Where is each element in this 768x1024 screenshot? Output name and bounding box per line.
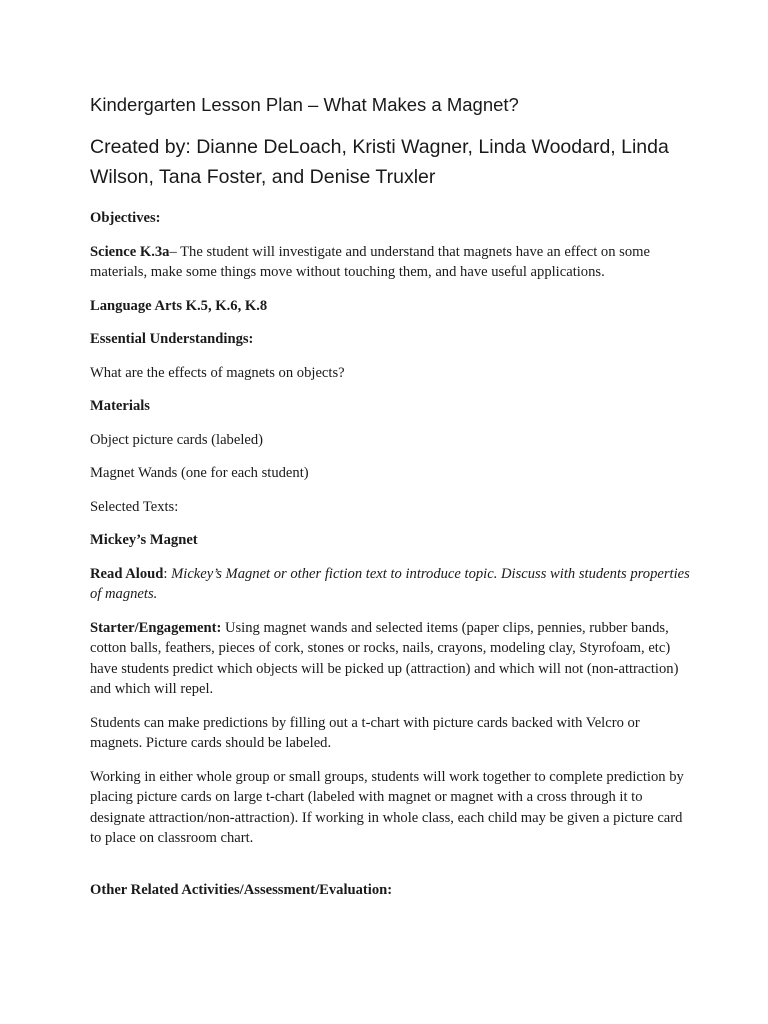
essential-question: What are the effects of magnets on objects? <box>90 364 345 381</box>
spacer <box>90 862 690 880</box>
science-text: – The student will investigate and understand that magnets have an effect on some materials, make some things move without touching them, and have useful applications. <box>90 243 650 280</box>
read-aloud-text: Mickey’s Magnet or other fiction text to introduce topic. Discuss with students properties of magnets. <box>90 565 690 602</box>
starter-text: Using magnet wands and selected items (paper clips, pennies, rubber bands, cotton balls, feathers, pieces of cork, stones or rocks, nails, crayons, modeling clay, Styrofoam, etc) have students predict which objects will be picked up (attraction) and which will not (non-attraction) and which will repel. <box>90 619 679 697</box>
read-aloud-label: Read Aloud <box>90 565 164 582</box>
starter-engagement <box>90 618 690 700</box>
page-title: Kindergarten Lesson Plan – What Makes a Magnet? <box>90 94 519 115</box>
science-label: Science K.3a <box>90 243 170 260</box>
science-standard <box>90 242 690 283</box>
selected-texts-label: Selected Texts: <box>90 498 179 515</box>
working-paragraph: Working in either whole group or small groups, students will work together to complete prediction by placing picture cards on large t-chart (labeled with magnet or magnet with a cross through it to designate attraction/non-attraction). If working in whole class, each child may be given a picture card to place on classroom chart. <box>90 768 684 846</box>
material-item: Magnet Wands (one for each student) <box>90 465 309 481</box>
document-page <box>90 92 690 913</box>
read-aloud-colon: : <box>163 565 172 582</box>
essential-heading: Essential Understandings: <box>90 331 254 347</box>
starter-label: Starter/Engagement: <box>90 619 222 636</box>
language-arts-standard: Language Arts K.5, K.6, K.8 <box>90 297 268 314</box>
authors-line: Created by: Dianne DeLoach, Kristi Wagner, Linda Woodard, Linda Wilson, Tana Foster, and Denise Truxler <box>90 136 669 188</box>
book-title: Mickey’s Magnet <box>90 532 198 548</box>
objectives-heading: Objectives: <box>90 210 161 226</box>
read-aloud <box>90 564 690 605</box>
predictions-paragraph: Students can make predictions by filling out a t-chart with picture cards backed with Velcro or magnets. Picture cards should be labeled. <box>90 714 640 751</box>
material-item: Object picture cards (labeled) <box>90 431 264 448</box>
materials-heading: Materials <box>90 398 150 414</box>
other-activities-heading: Other Related Activities/Assessment/Evaluation: <box>90 881 393 898</box>
